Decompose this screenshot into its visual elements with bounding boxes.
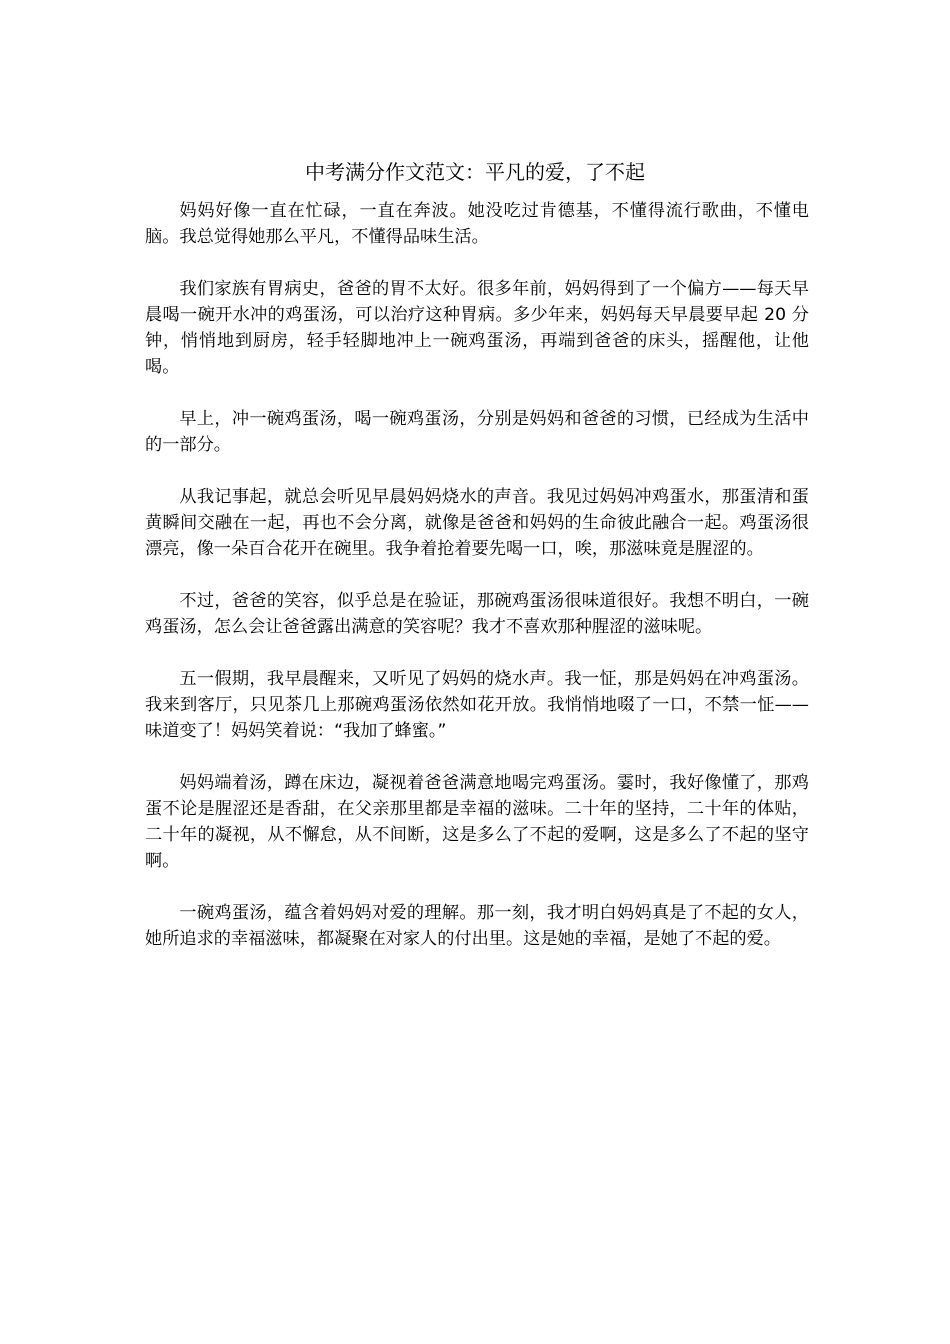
paragraph-1: 妈妈好像一直在忙碌，一直在奔波。她没吃过肯德基，不懂得流行歌曲，不懂电脑。我总觉得她那么平凡，不懂得品味生活。: [145, 201, 809, 247]
paragraph-2: 我们家族有胃病史，爸爸的胃不太好。很多年前，妈妈得到了一个偏方——每天早晨喝一碗开水冲的鸡蛋汤，可以治疗这种胃病。多少年来，妈妈每天早晨要早起 20 分钟，悄悄地到厨房，轻手轻脚地冲上一碗鸡蛋汤，再端到爸爸的床头，摇醒他，让他喝。: [145, 279, 809, 377]
essay-title: 中考满分作文范文：平凡的爱，了不起: [305, 160, 645, 184]
paragraph-8: 一碗鸡蛋汤，蕴含着妈妈对爱的理解。那一刻，我才明白妈妈真是了不起的女人，她所追求的幸福滋味，都凝聚在对家人的付出里。这是她的幸福，是她了不起的爱。: [145, 903, 809, 949]
paragraph-3: 早上，冲一碗鸡蛋汤，喝一碗鸡蛋汤，分别是妈妈和爸爸的习惯，已经成为生活中的一部分。: [145, 409, 809, 455]
paragraph-5: 不过，爸爸的笑容，似乎总是在验证，那碗鸡蛋汤很味道很好。我想不明白，一碗鸡蛋汤，怎么会让爸爸露出满意的笑容呢？我才不喜欢那种腥涩的滋味呢。: [145, 591, 809, 637]
paragraph-7: 妈妈端着汤，蹲在床边，凝视着爸爸满意地喝完鸡蛋汤。霎时，我好像懂了，那鸡蛋不论是腥涩还是香甜，在父亲那里都是幸福的滋味。二十年的坚持，二十年的体贴，二十年的凝视，从不懈怠，从不间断，这是多么了不起的爱啊，这是多么了不起的坚守啊。: [145, 773, 809, 871]
paragraph-6: 五一假期，我早晨醒来，又听见了妈妈的烧水声。我一怔，那是妈妈在冲鸡蛋汤。我来到客厅，只见茶几上那碗鸡蛋汤依然如花开放。我悄悄地啜了一口，不禁一怔——味道变了！妈妈笑着说：“我加了蜂蜜。”: [145, 669, 809, 741]
essay-body: [145, 198, 809, 978]
paragraph-4: 从我记事起，就总会听见早晨妈妈烧水的声音。我见过妈妈冲鸡蛋水，那蛋清和蛋黄瞬间交融在一起，再也不会分离，就像是爸爸和妈妈的生命彼此融合一起。鸡蛋汤很漂亮，像一朵百合花开在碗里。我争着抢着要先喝一口，唉，那滋味竟是腥涩的。: [145, 487, 809, 559]
